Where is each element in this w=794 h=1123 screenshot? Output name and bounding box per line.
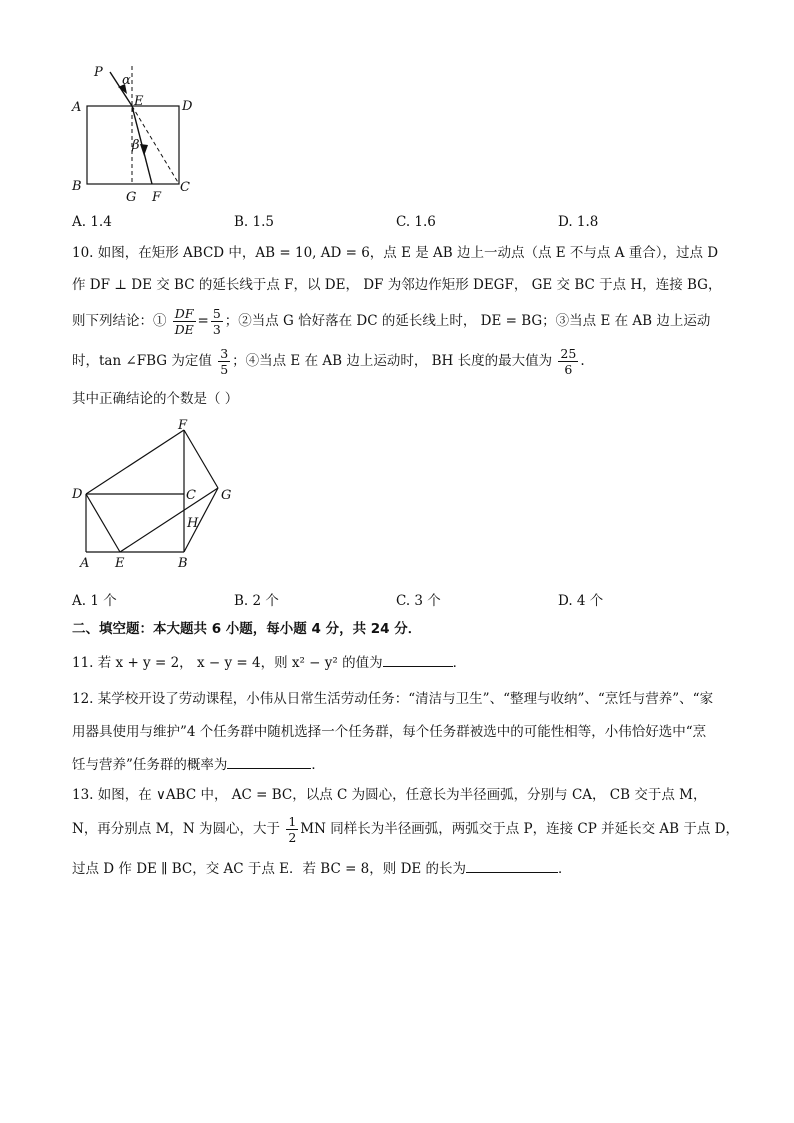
q13-line1: 13. 如图，在 ∨ABC 中， AC = BC，以点 C 为圆心，任意长为半径画弧，分别与 CA， CB 交于点 M， [72,787,707,803]
q10-line2: 作 DF ⊥ DE 交 BC 的延长线于点 F，以 DE， DF 为邻边作矩形 DEGF， GE 交 BC 于点 H，连接 BG， [72,277,722,293]
q11-line [72,654,466,672]
q11-answer-blank[interactable] [383,666,453,667]
label-G: G [126,190,137,205]
label-G: G [221,488,232,503]
label-P: P [94,65,103,80]
q10-frac2-num: 5 [212,306,221,321]
q13-line3-text: 过点 D 作 DE ∥ BC，交 AC 于点 E．若 BC = 8，则 DE 的长为 [72,861,467,877]
q10-frac1-den: DE [174,322,194,337]
q12-line2: 用器具使用与维护”4 个任务群中随机选择一个任务群，每个任务群被选中的可能性相等，小伟恰好选中“烹 [72,724,707,740]
label-A: A [72,100,82,115]
q10-line5: 其中正确结论的个数是（ ） [72,391,239,407]
q10-fraction-5-3 [211,306,223,337]
q10-option-a: A. 1 个 [72,593,117,609]
q10-option-c: C. 3 个 [396,593,441,609]
label-beta: β [132,138,140,153]
label-D: D [182,99,193,114]
q12-end: ． [311,757,325,773]
q10-line3 [72,304,710,338]
label-B: B [72,179,82,194]
q12-answer-blank[interactable] [227,768,311,769]
label-alpha: α [122,73,131,88]
q13-line3 [72,860,572,878]
seg-DF [86,430,184,494]
label-B: B [178,556,188,571]
q9-option-c: C. 1.6 [396,214,436,230]
label-E: E [134,94,144,109]
label-C: C [180,180,190,195]
q10-frac-equals: = [197,313,209,329]
q11-text: 11. 若 x + y = 2， x − y = 4，则 x² − y² 的值为 [72,655,383,671]
q11-end: ． [452,655,467,671]
q10-frac4-den: 6 [564,362,573,377]
label-F: F [152,190,162,205]
seg-EG [120,488,218,552]
q10-line4-end: . [580,353,585,369]
q13-end: ． [558,861,572,877]
q12-line3-text: 饪与营养”任务群的概率为 [72,757,228,773]
q10-frac4-num: 25 [560,346,577,361]
q10-frac2-den: 3 [212,322,221,337]
q10-frac3-den: 5 [220,362,229,377]
q10-line4-pre: 时，tan ∠FBG 为定值 [72,353,212,369]
seg-DE [86,494,120,552]
q10-fraction-df-de [173,306,196,337]
q10-option-d: D. 4 个 [558,593,604,609]
q13-answer-blank[interactable] [466,872,558,873]
q10-line3-post: ；②当点 G 恰好落在 DC 的延长线上时， DE = BG；③当点 E 在 AB 边上运动 [224,313,711,329]
label-F: F [178,418,188,433]
section2-title: 二、填空题：本大题共 6 小题，每小题 4 分，共 24 分． [72,621,422,637]
arrow-refracted [140,144,148,156]
q10-line4 [72,344,585,378]
q12-line1: 12. 某学校开设了劳动课程，小伟从日常生活劳动任务：“清洁与卫生”、“整理与收纳”、“烹饪与营养”、“家 [72,691,714,707]
label-D: D [72,487,83,502]
q9-option-b: B. 1.5 [234,214,274,230]
q9-option-a: A. 1.4 [72,214,112,230]
q10-line4-mid: ；④当点 E 在 AB 边上运动时， BH 长度的最大值为 [232,353,553,369]
q9-option-d: D. 1.8 [558,214,599,230]
q10-line1: 10. 如图，在矩形 ABCD 中，AB = 10, AD = 6，点 E 是 AB 边上一动点（点 E 不与点 A 重合），过点 D [72,245,719,261]
q13-line2-post: MN 同样长为半径画弧，两弧交于点 P，连接 CP 并延长交 AB 于点 D， [300,821,739,837]
figure-refraction [70,58,200,208]
label-C: C [186,488,196,503]
seg-FG [184,430,218,488]
label-H: H [187,516,199,531]
q10-line3-pre: 则下列结论：① [72,313,167,329]
label-A: A [80,556,90,571]
figure-rectangle-degf [70,418,245,573]
q13-frac-den: 2 [288,830,297,845]
q10-frac3-num: 3 [220,346,229,361]
q13-fraction-1-2 [286,814,298,845]
q13-line2-pre: N，再分别点 M，N 为圆心，大于 [72,821,281,837]
q10-fraction-25-6 [558,346,578,377]
label-E: E [115,556,125,571]
q10-frac1-num: DF [174,306,194,321]
q10-fraction-3-5 [218,346,230,377]
q10-option-b: B. 2 个 [234,593,279,609]
q13-frac-num: 1 [288,814,297,829]
q13-line2 [72,812,739,846]
q12-line3 [72,756,325,774]
